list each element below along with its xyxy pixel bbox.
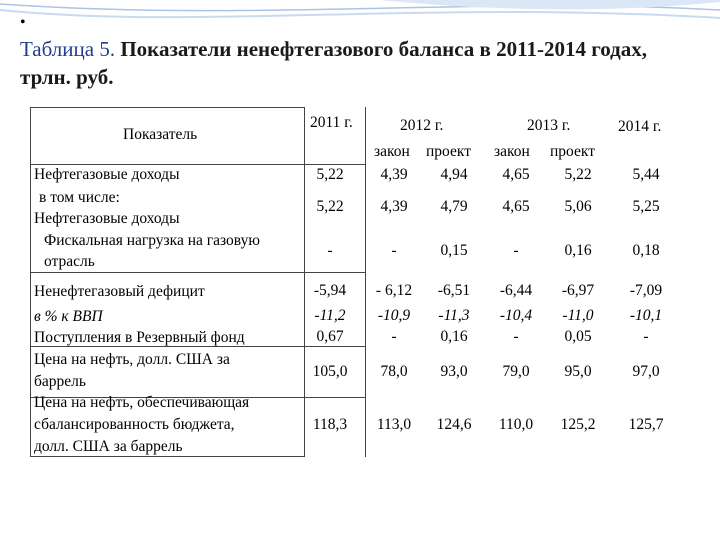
header-proekt-2012: проект bbox=[426, 143, 471, 160]
cell-2012-zakon: 78,0 bbox=[380, 363, 408, 380]
cell-2012-proekt: 0,16 bbox=[440, 328, 468, 345]
row-label: сбалансированность бюджета, bbox=[34, 416, 235, 433]
header-indicator: Показатель bbox=[123, 126, 198, 143]
cell-2012-proekt: -6,51 bbox=[437, 282, 471, 299]
cell-2011: 105,0 bbox=[312, 363, 348, 380]
cell-2013-zakon: 4,65 bbox=[502, 198, 530, 215]
cell-2013-proekt: 95,0 bbox=[564, 363, 592, 380]
cell-2012-zakon: -10,9 bbox=[377, 307, 411, 324]
row-label: Нефтегазовые доходы bbox=[34, 166, 180, 183]
cell-2012-zakon: - bbox=[391, 242, 397, 259]
cell-2013-zakon: 4,65 bbox=[502, 166, 530, 183]
row-label: долл. США за баррель bbox=[34, 438, 183, 455]
cell-2011: 0,67 bbox=[316, 328, 344, 345]
cell-2012-zakon: 4,39 bbox=[380, 166, 408, 183]
row-label: в том числе: bbox=[39, 189, 120, 206]
cell-2012-proekt: 93,0 bbox=[440, 363, 468, 380]
cell-2011: -5,94 bbox=[313, 282, 347, 299]
cell-2014: 5,44 bbox=[632, 166, 660, 183]
row-label: Поступления в Резервный фонд bbox=[34, 329, 245, 346]
cell-2013-proekt: 0,16 bbox=[564, 242, 592, 259]
header-2011: 2011 г. bbox=[310, 114, 353, 131]
cell-2013-proekt: -6,97 bbox=[561, 282, 595, 299]
header-2012: 2012 г. bbox=[400, 117, 444, 134]
cell-2014: 0,18 bbox=[632, 242, 660, 259]
cell-2013-zakon: 110,0 bbox=[498, 416, 534, 433]
cell-2012-proekt: 4,79 bbox=[440, 198, 468, 215]
cell-2012-proekt: 124,6 bbox=[436, 416, 472, 433]
cell-2013-proekt: 125,2 bbox=[560, 416, 596, 433]
cell-2014: - bbox=[643, 328, 649, 345]
cell-2011: 5,22 bbox=[316, 166, 344, 183]
title-prefix: Таблица 5. bbox=[20, 37, 116, 61]
cell-2012-proekt: -11,3 bbox=[438, 307, 470, 324]
row-label: Цена на нефть, обеспечивающая bbox=[34, 394, 250, 411]
cell-2014: 5,25 bbox=[632, 198, 660, 215]
header-2013: 2013 г. bbox=[527, 117, 571, 134]
cell-2013-zakon: -10,4 bbox=[499, 307, 533, 324]
header-zakon-2013: закон bbox=[494, 143, 530, 160]
row-label: Ненефтегазовый дефицит bbox=[34, 283, 205, 300]
slide-title bbox=[20, 35, 700, 91]
title-main: Показатели ненефтегазового баланса в 2011-2014 годах, трлн. руб. bbox=[20, 37, 648, 89]
row-label: Нефтегазовые доходы bbox=[34, 210, 180, 227]
row-label: баррель bbox=[34, 373, 86, 390]
cell-2013-proekt: 5,06 bbox=[564, 198, 592, 215]
header-2014: 2014 г. bbox=[618, 118, 662, 135]
cell-2013-proekt: 0,05 bbox=[564, 328, 592, 345]
cell-2011: 118,3 bbox=[312, 416, 348, 433]
bullet-point: • bbox=[20, 14, 26, 31]
row-label: в % к ВВП bbox=[34, 308, 103, 325]
cell-2013-zakon: 79,0 bbox=[502, 363, 530, 380]
cell-2014: -7,09 bbox=[629, 282, 663, 299]
cell-2013-proekt: 5,22 bbox=[564, 166, 592, 183]
cell-2014: -10,1 bbox=[629, 307, 663, 324]
cell-2012-proekt: 0,15 bbox=[440, 242, 468, 259]
cell-2012-proekt: 4,94 bbox=[440, 166, 468, 183]
cell-2013-zakon: -6,44 bbox=[499, 282, 533, 299]
row-divider bbox=[305, 272, 365, 273]
cell-2013-zakon: - bbox=[513, 328, 519, 345]
cell-2012-zakon: 113,0 bbox=[376, 416, 412, 433]
cell-2011: -11,2 bbox=[314, 307, 346, 324]
cell-2014: 97,0 bbox=[632, 363, 660, 380]
cell-2013-zakon: - bbox=[513, 242, 519, 259]
header-proekt-2013: проект bbox=[550, 143, 595, 160]
cell-2011: - bbox=[327, 242, 333, 259]
cell-2011: 5,22 bbox=[316, 198, 344, 215]
row-label: отрасль bbox=[44, 253, 95, 270]
header-zakon-2012: закон bbox=[374, 143, 410, 160]
cell-2014: 125,7 bbox=[628, 416, 664, 433]
row-label: Цена на нефть, долл. США за bbox=[34, 351, 230, 368]
cell-2012-zakon: - 6,12 bbox=[375, 282, 413, 299]
balance-table bbox=[30, 107, 680, 457]
row-divider bbox=[30, 272, 305, 273]
row-divider bbox=[305, 397, 365, 398]
cell-2012-zakon: - bbox=[391, 328, 397, 345]
row-label: Фискальная нагрузка на газовую bbox=[44, 232, 260, 249]
cell-2013-proekt: -11,0 bbox=[562, 307, 594, 324]
cell-2012-zakon: 4,39 bbox=[380, 198, 408, 215]
